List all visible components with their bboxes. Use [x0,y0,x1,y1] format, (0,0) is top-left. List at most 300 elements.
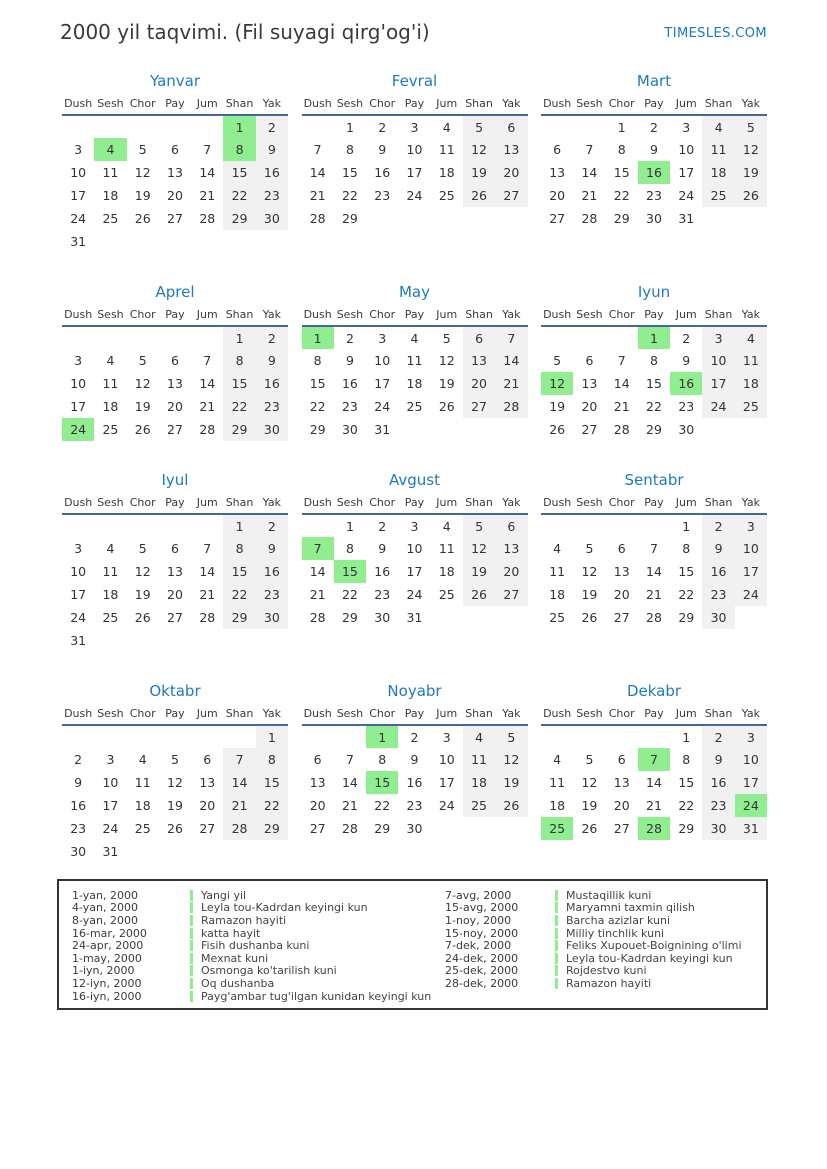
day-cell: 14 [223,771,255,794]
weekday-header: Dush [62,96,94,115]
weekday-header: Sesh [573,706,605,725]
legend-entry [445,965,766,978]
day-cell: 7 [345,752,354,767]
day-cell: 6 [617,541,626,556]
empty-cell [256,840,288,863]
day-cell: 19 [167,798,183,813]
day-cell: 15 [223,161,255,184]
day-cell: 5 [463,115,495,138]
weekday-header: Yak [256,706,288,725]
day-cell: 31 [406,610,423,625]
weekday-header: Pay [638,495,670,514]
weekday-header: Sesh [334,96,366,115]
day-cell: 25 [406,399,423,414]
day-cell: 1 [223,115,255,138]
day-cell: 24 [735,794,767,817]
month-table [302,96,528,230]
day-cell: 2 [345,330,354,346]
day-cell: 14 [199,564,216,579]
day-cell: 9 [682,353,691,368]
day-cell: 1 [345,119,354,135]
weekday-header: Dush [541,706,573,725]
month-title: Yanvar [149,72,201,90]
day-cell: 23 [256,184,288,207]
month-may [302,283,528,441]
day-cell: 14 [646,564,662,579]
day-cell: 22 [223,583,255,606]
empty-cell [62,514,94,537]
day-cell: 23 [406,798,423,813]
day-cell: 27 [549,211,566,226]
day-cell: 23 [256,583,288,606]
day-cell: 19 [581,798,598,813]
day-cell: 18 [438,564,455,579]
weekday-header: Dush [62,495,94,514]
month-title: Iyul [161,471,189,489]
month-fevral [302,72,528,253]
day-cell: 5 [495,725,527,748]
day-cell: 26 [463,184,495,207]
empty-cell [463,207,495,230]
day-cell: 6 [313,752,322,767]
day-cell: 18 [463,771,495,794]
holiday-date: 15-noy, 2000 [445,926,519,940]
day-cell: 6 [171,142,179,157]
day-cell: 8 [223,537,255,560]
day-cell: 6 [495,115,527,138]
day-cell: 2 [74,752,83,767]
day-cell: 1 [638,326,670,349]
day-cell: 7 [203,142,212,157]
legend-column-left [72,889,445,1008]
day-cell: 11 [102,564,119,579]
day-cell: 19 [735,161,767,184]
day-cell: 5 [463,514,495,537]
weekday-header: Yak [735,706,767,725]
month-title: Iyun [637,283,671,301]
empty-cell [191,725,223,748]
day-cell: 9 [702,748,734,771]
empty-cell [573,725,605,748]
weekday-header: Chor [127,706,159,725]
day-cell: 4 [106,353,115,368]
day-cell: 18 [549,587,566,602]
weekday-header: Pay [638,706,670,725]
weekday-header: Chor [366,706,398,725]
day-cell: 28 [495,395,527,418]
weekday-header: Shan [702,706,734,725]
empty-cell [302,725,334,748]
empty-cell [302,115,334,138]
weekday-header: Shan [223,307,255,326]
day-cell: 18 [134,798,151,813]
empty-cell [127,230,159,253]
weekday-header: Pay [638,307,670,326]
weekday-header: Sesh [573,307,605,326]
day-cell: 29 [374,821,391,836]
day-cell: 29 [341,211,358,226]
site-link[interactable]: TIMESLES.COM [664,26,767,41]
month-table [541,706,767,840]
weekday-header: Dush [302,706,334,725]
day-cell: 25 [102,211,119,226]
weekday-header: Shan [223,706,255,725]
weekday-header: Dush [62,706,94,725]
day-cell: 10 [374,353,391,368]
holiday-marker [555,940,558,951]
day-cell: 14 [613,376,630,391]
holiday-marker [190,890,193,901]
day-cell: 27 [167,211,183,226]
holiday-name: Mustaqillik kuni [566,888,652,902]
holiday-marker [555,890,558,901]
day-cell: 13 [167,564,183,579]
day-cell: 7 [302,537,334,560]
day-cell: 30 [256,606,288,629]
day-cell: 20 [167,188,183,203]
month-title: Aprel [155,283,195,301]
holiday-date: 1-yan, 2000 [72,888,138,902]
day-cell: 26 [581,821,598,836]
day-cell: 24 [678,188,695,203]
day-cell: 18 [102,587,119,602]
day-cell: 23 [702,583,734,606]
month-table [302,307,528,441]
legend-entry [72,902,445,915]
weekday-header: Shan [463,706,495,725]
day-cell: 12 [134,564,151,579]
day-cell: 5 [585,752,594,767]
day-cell: 23 [702,794,734,817]
day-cell: 1 [682,729,691,745]
empty-cell [191,840,223,863]
day-cell: 20 [581,399,598,414]
day-cell: 20 [495,161,527,184]
holiday-date: 25-dek, 2000 [445,964,519,978]
month-table [541,96,767,230]
day-cell: 23 [341,399,358,414]
holiday-date: 1-may, 2000 [72,951,142,965]
day-cell: 14 [199,165,216,180]
holiday-date: 8-yan, 2000 [72,913,138,927]
empty-cell [159,326,191,349]
day-cell: 11 [549,564,566,579]
day-cell: 17 [102,798,119,813]
weekday-header: Dush [541,307,573,326]
day-cell: 17 [70,587,87,602]
day-cell: 17 [406,564,423,579]
holiday-date: 24-dek, 2000 [445,951,519,965]
empty-cell [334,725,366,748]
month-title: May [398,283,430,301]
day-cell: 21 [495,372,527,395]
weekday-header: Dush [302,307,334,326]
holiday-date: 1-iyn, 2000 [72,964,135,978]
month-table [62,307,288,441]
day-cell: 19 [134,587,151,602]
day-cell: 28 [199,422,216,437]
day-cell: 31 [70,234,87,249]
weekday-header: Sesh [94,495,126,514]
day-cell: 20 [613,587,630,602]
day-cell: 17 [406,165,423,180]
weekday-header: Chor [366,307,398,326]
day-cell: 20 [613,798,630,813]
day-cell: 23 [646,188,662,203]
weekday-header: Pay [398,706,430,725]
day-cell: 2 [702,514,734,537]
empty-cell [573,115,605,138]
weekday-header: Chor [127,96,159,115]
day-cell: 31 [678,211,695,226]
day-cell: 18 [735,372,767,395]
day-cell: 10 [735,748,767,771]
day-cell: 12 [167,775,183,790]
holiday-marker [190,991,193,1002]
day-cell: 1 [223,326,255,349]
day-cell: 8 [682,752,691,767]
day-cell: 13 [613,564,630,579]
empty-cell [94,725,126,748]
day-cell: 17 [70,188,87,203]
empty-cell [127,840,159,863]
legend-entry [72,939,445,952]
day-cell: 16 [374,564,391,579]
month-title: Mart [636,72,672,90]
weekday-header: Dush [62,307,94,326]
empty-cell [463,418,495,441]
holiday-name: Fisih dushanba kuni [201,939,310,953]
holiday-name: Payg'ambar tug'ilgan kunidan keyingi kun [201,989,432,1003]
day-cell: 4 [106,541,115,556]
empty-cell [62,115,94,138]
day-cell: 26 [134,422,151,437]
holiday-date: 16-mar, 2000 [72,926,147,940]
month-table [302,706,528,840]
day-cell: 26 [463,583,495,606]
day-cell: 14 [199,376,216,391]
legend-entry [445,977,766,990]
day-cell: 8 [223,349,255,372]
day-cell: 21 [309,587,326,602]
month-table [541,307,767,441]
day-cell: 14 [495,349,527,372]
day-cell: 16 [256,372,288,395]
empty-cell [495,606,527,629]
holiday-date: 4-yan, 2000 [72,901,138,915]
weekday-header: Pay [159,706,191,725]
day-cell: 25 [702,184,734,207]
day-cell: 15 [646,376,662,391]
day-cell: 27 [309,821,326,836]
day-cell: 15 [334,560,366,583]
day-cell: 5 [585,541,594,556]
day-cell: 29 [256,817,288,840]
day-cell: 13 [463,349,495,372]
day-cell: 4 [702,115,734,138]
day-cell: 10 [102,775,119,790]
day-cell: 2 [702,725,734,748]
weekday-header: Yak [735,495,767,514]
day-cell: 23 [374,188,391,203]
day-cell: 17 [374,376,391,391]
weekday-header: Jum [191,96,223,115]
day-cell: 17 [678,165,695,180]
empty-cell [541,326,573,349]
empty-cell [159,629,191,652]
day-cell: 9 [256,138,288,161]
legend-column-right [445,889,766,1008]
weekday-header: Jum [431,495,463,514]
day-cell: 10 [406,142,423,157]
day-cell: 12 [134,165,151,180]
day-cell: 28 [199,610,216,625]
month-aprel [62,283,288,441]
month-avgust [302,471,528,652]
day-cell: 26 [495,794,527,817]
empty-cell [638,514,670,537]
day-cell: 21 [341,798,358,813]
holiday-date: 7-dek, 2000 [445,939,512,953]
weekday-header: Pay [398,495,430,514]
holiday-name: Maryamni taxmin qilish [566,901,695,915]
empty-cell [431,207,463,230]
empty-cell [495,418,527,441]
day-cell: 28 [341,821,358,836]
weekday-header: Shan [702,495,734,514]
holiday-marker [555,928,558,939]
day-cell: 29 [646,422,662,437]
holiday-marker [555,915,558,926]
day-cell: 29 [613,211,630,226]
month-title: Oktabr [149,682,201,700]
month-sentabr [541,471,767,652]
day-cell: 26 [549,422,566,437]
day-cell: 11 [102,376,119,391]
day-cell: 9 [378,142,387,157]
month-iyun [541,283,767,441]
day-cell: 9 [345,353,354,368]
day-cell: 26 [581,610,598,625]
day-cell: 14 [341,775,358,790]
empty-cell [398,418,430,441]
day-cell: 10 [70,165,87,180]
empty-cell [702,418,734,441]
month-title: Dekabr [626,682,682,700]
holiday-marker [190,928,193,939]
day-cell: 20 [549,188,566,203]
day-cell: 12 [134,376,151,391]
day-cell: 16 [256,560,288,583]
holiday-marker [555,965,558,976]
day-cell: 27 [581,422,598,437]
day-cell: 7 [313,142,322,157]
empty-cell [127,514,159,537]
day-cell: 4 [553,541,562,556]
holidays-legend [57,879,768,1010]
day-cell: 29 [223,207,255,230]
day-cell: 8 [650,353,658,368]
empty-cell [431,418,463,441]
day-cell: 8 [682,541,691,556]
empty-cell [638,725,670,748]
month-table [62,706,288,863]
weekday-header: Yak [495,96,527,115]
day-cell: 27 [167,610,183,625]
holiday-date: 24-apr, 2000 [72,939,144,953]
empty-cell [127,326,159,349]
legend-entry [72,965,445,978]
day-cell: 25 [463,794,495,817]
day-cell: 15 [613,165,630,180]
day-cell: 20 [167,587,183,602]
day-cell: 11 [438,541,455,556]
day-cell: 27 [613,821,630,836]
empty-cell [94,230,126,253]
day-cell: 18 [702,161,734,184]
weekday-header: Yak [735,307,767,326]
holiday-name: Ramazon hayiti [566,976,652,990]
day-cell: 7 [223,748,255,771]
day-cell: 21 [223,794,255,817]
day-cell: 24 [62,418,94,441]
day-cell: 4 [735,326,767,349]
day-cell: 22 [341,188,358,203]
month-iyul [62,471,288,652]
day-cell: 2 [682,330,691,346]
day-cell: 22 [613,188,630,203]
legend-entry [445,902,766,915]
day-cell: 26 [438,399,455,414]
day-cell: 2 [256,326,288,349]
day-cell: 19 [438,376,455,391]
day-cell: 8 [256,748,288,771]
day-cell: 2 [256,115,288,138]
day-cell: 24 [374,399,391,414]
day-cell: 6 [617,752,626,767]
day-cell: 16 [670,372,702,395]
day-cell: 18 [102,188,119,203]
day-cell: 5 [553,353,562,368]
day-cell: 31 [374,422,391,437]
day-cell: 30 [374,610,391,625]
day-cell: 1 [682,518,691,534]
empty-cell [541,514,573,537]
day-cell: 2 [378,119,387,135]
empty-cell [735,207,767,230]
day-cell: 3 [702,326,734,349]
day-cell: 4 [442,518,451,534]
day-cell: 19 [581,587,598,602]
day-cell: 8 [223,138,255,161]
weekday-header: Pay [398,96,430,115]
day-cell: 10 [702,349,734,372]
holiday-date: 28-dek, 2000 [445,976,519,990]
day-cell: 24 [70,211,87,226]
weekday-header: Sesh [94,706,126,725]
month-table [62,495,288,652]
empty-cell [606,725,638,748]
month-mart [541,72,767,253]
month-yanvar [62,72,288,253]
day-cell: 4 [94,138,126,161]
day-cell: 29 [678,821,695,836]
empty-cell [302,514,334,537]
day-cell: 9 [702,537,734,560]
day-cell: 3 [74,541,83,556]
legend-entry [445,927,766,940]
weekday-header: Chor [606,96,638,115]
